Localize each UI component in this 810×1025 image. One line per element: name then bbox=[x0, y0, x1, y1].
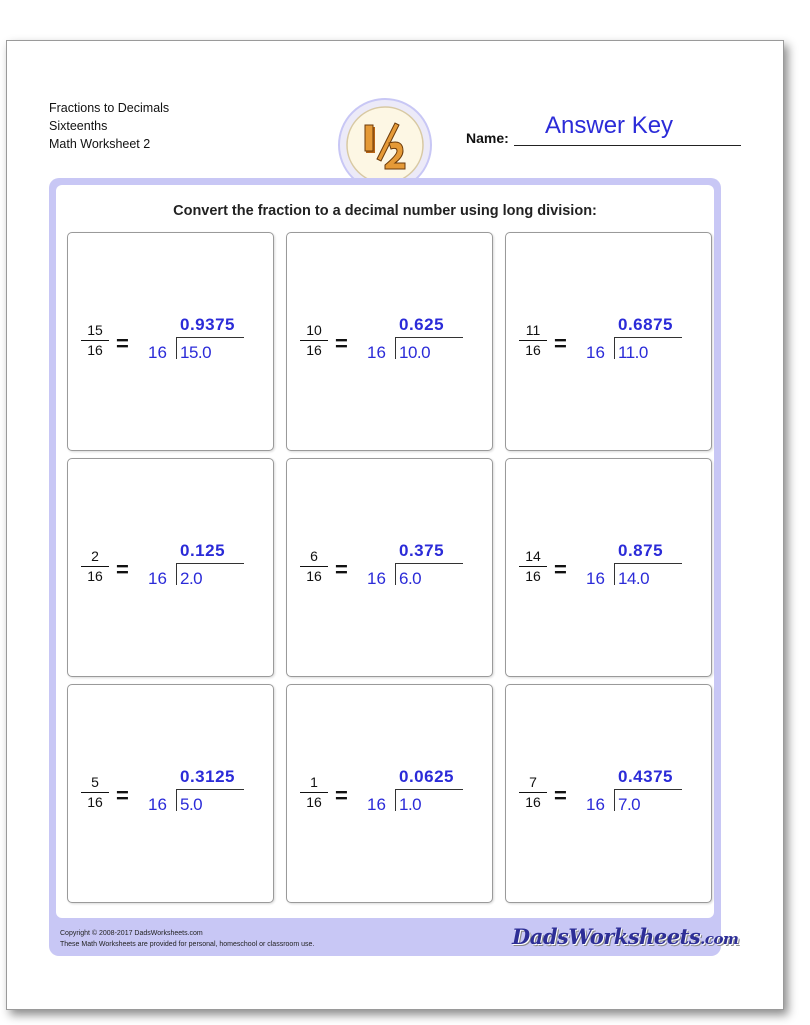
division-overline bbox=[614, 789, 682, 790]
dividend: 10.0 bbox=[399, 343, 431, 362]
division-overline bbox=[176, 789, 244, 790]
fraction-denominator: 16 bbox=[300, 340, 328, 359]
equals-sign: = bbox=[335, 557, 348, 582]
quotient-answer: 0.375 bbox=[399, 541, 445, 560]
divisor: 16 bbox=[148, 569, 167, 588]
quotient-answer: 0.4375 bbox=[618, 767, 673, 786]
dividend: 15.0 bbox=[180, 343, 212, 362]
division-bracket bbox=[176, 789, 177, 811]
division-overline bbox=[395, 337, 463, 338]
problem-cell bbox=[286, 458, 493, 677]
fraction-denominator: 16 bbox=[81, 340, 109, 359]
problem-cell bbox=[505, 684, 712, 903]
divisor: 16 bbox=[148, 343, 167, 362]
dividend: 11.0 bbox=[618, 343, 648, 362]
divisor: 16 bbox=[367, 569, 386, 588]
equals-sign: = bbox=[116, 331, 129, 356]
dividend: 2.0 bbox=[180, 569, 203, 588]
fraction-numerator: 6 bbox=[310, 548, 318, 564]
fraction-numerator: 2 bbox=[91, 548, 99, 564]
quotient-answer: 0.0625 bbox=[399, 767, 454, 786]
dividend: 7.0 bbox=[618, 795, 641, 814]
divisor: 16 bbox=[367, 795, 386, 814]
quotient-answer: 0.625 bbox=[399, 315, 445, 334]
equals-sign: = bbox=[335, 331, 348, 356]
division-overline bbox=[395, 789, 463, 790]
brand-name: DadsWorksheets bbox=[512, 924, 701, 949]
problem-cell bbox=[505, 458, 712, 677]
fraction bbox=[300, 321, 328, 359]
fraction-denominator: 16 bbox=[81, 792, 109, 811]
problem-cell bbox=[67, 232, 274, 451]
answer-key-text: Answer Key bbox=[545, 112, 674, 139]
dividend: 14.0 bbox=[618, 569, 650, 588]
fraction-numerator: 10 bbox=[306, 322, 322, 338]
usage-notice: These Math Worksheets are provided for personal, homeschool or classroom use. bbox=[60, 941, 315, 948]
quotient-answer: 0.125 bbox=[180, 541, 226, 560]
equals-sign: = bbox=[554, 331, 567, 356]
division-overline bbox=[395, 563, 463, 564]
division-bracket bbox=[395, 563, 396, 585]
worksheet-header bbox=[49, 99, 169, 153]
equals-sign: = bbox=[116, 783, 129, 808]
fraction bbox=[81, 773, 109, 811]
problem-cell bbox=[67, 458, 274, 677]
division-bracket bbox=[614, 337, 615, 359]
fraction-numerator: 11 bbox=[525, 322, 541, 338]
divisor: 16 bbox=[367, 343, 386, 362]
fraction bbox=[519, 321, 547, 359]
quotient-answer: 0.6875 bbox=[618, 315, 673, 334]
problem-cell bbox=[505, 232, 712, 451]
equals-sign: = bbox=[554, 783, 567, 808]
fraction bbox=[519, 547, 547, 585]
dividend: 1.0 bbox=[399, 795, 422, 814]
name-underline bbox=[514, 145, 741, 146]
quotient-answer: 0.3125 bbox=[180, 767, 235, 786]
divisor: 16 bbox=[586, 569, 605, 588]
equals-sign: = bbox=[116, 557, 129, 582]
fraction bbox=[300, 547, 328, 585]
equals-sign: = bbox=[554, 557, 567, 582]
brand-suffix: .com bbox=[700, 930, 739, 948]
instructions: Convert the fraction to a decimal number using long division: bbox=[173, 203, 597, 219]
fraction-denominator: 16 bbox=[300, 792, 328, 811]
division-bracket bbox=[395, 789, 396, 811]
fraction bbox=[519, 773, 547, 811]
fraction-denominator: 16 bbox=[519, 340, 547, 359]
division-overline bbox=[614, 563, 682, 564]
division-bracket bbox=[176, 563, 177, 585]
problem-cell bbox=[286, 684, 493, 903]
brand-logo bbox=[512, 924, 738, 949]
fraction-numerator: 15 bbox=[87, 322, 103, 338]
fraction bbox=[81, 321, 109, 359]
division-overline bbox=[176, 337, 244, 338]
division-overline bbox=[614, 337, 682, 338]
divisor: 16 bbox=[148, 795, 167, 814]
header-worksheet-number: Math Worksheet 2 bbox=[49, 137, 151, 151]
division-bracket bbox=[614, 563, 615, 585]
name-label: Name: bbox=[466, 130, 509, 146]
division-overline bbox=[176, 563, 244, 564]
division-bracket bbox=[176, 337, 177, 359]
fraction-denominator: 16 bbox=[300, 566, 328, 585]
problem-cell bbox=[286, 232, 493, 451]
fraction-numerator: 5 bbox=[91, 774, 99, 790]
quotient-answer: 0.9375 bbox=[180, 315, 235, 334]
fraction bbox=[300, 773, 328, 811]
division-bracket bbox=[395, 337, 396, 359]
fraction-denominator: 16 bbox=[519, 566, 547, 585]
dividend: 6.0 bbox=[399, 569, 422, 588]
problems-frame bbox=[49, 178, 721, 956]
footer bbox=[60, 928, 314, 950]
header-title: Fractions to Decimals bbox=[49, 101, 170, 115]
fraction-numerator: 14 bbox=[525, 548, 541, 564]
equals-sign: = bbox=[335, 783, 348, 808]
divisor: 16 bbox=[586, 795, 605, 814]
dividend: 5.0 bbox=[180, 795, 203, 814]
problem-cell bbox=[67, 684, 274, 903]
problems-panel bbox=[56, 185, 714, 918]
header-subtitle: Sixteenths bbox=[49, 119, 108, 133]
quotient-answer: 0.875 bbox=[618, 541, 664, 560]
fraction-numerator: 7 bbox=[529, 774, 537, 790]
copyright-text: Copyright © 2008-2017 DadsWorksheets.com bbox=[60, 930, 203, 937]
fraction-numerator: 1 bbox=[310, 774, 318, 790]
divisor: 16 bbox=[586, 343, 605, 362]
fraction bbox=[81, 547, 109, 585]
fraction-denominator: 16 bbox=[519, 792, 547, 811]
division-bracket bbox=[614, 789, 615, 811]
name-field bbox=[466, 112, 741, 146]
fraction-denominator: 16 bbox=[81, 566, 109, 585]
